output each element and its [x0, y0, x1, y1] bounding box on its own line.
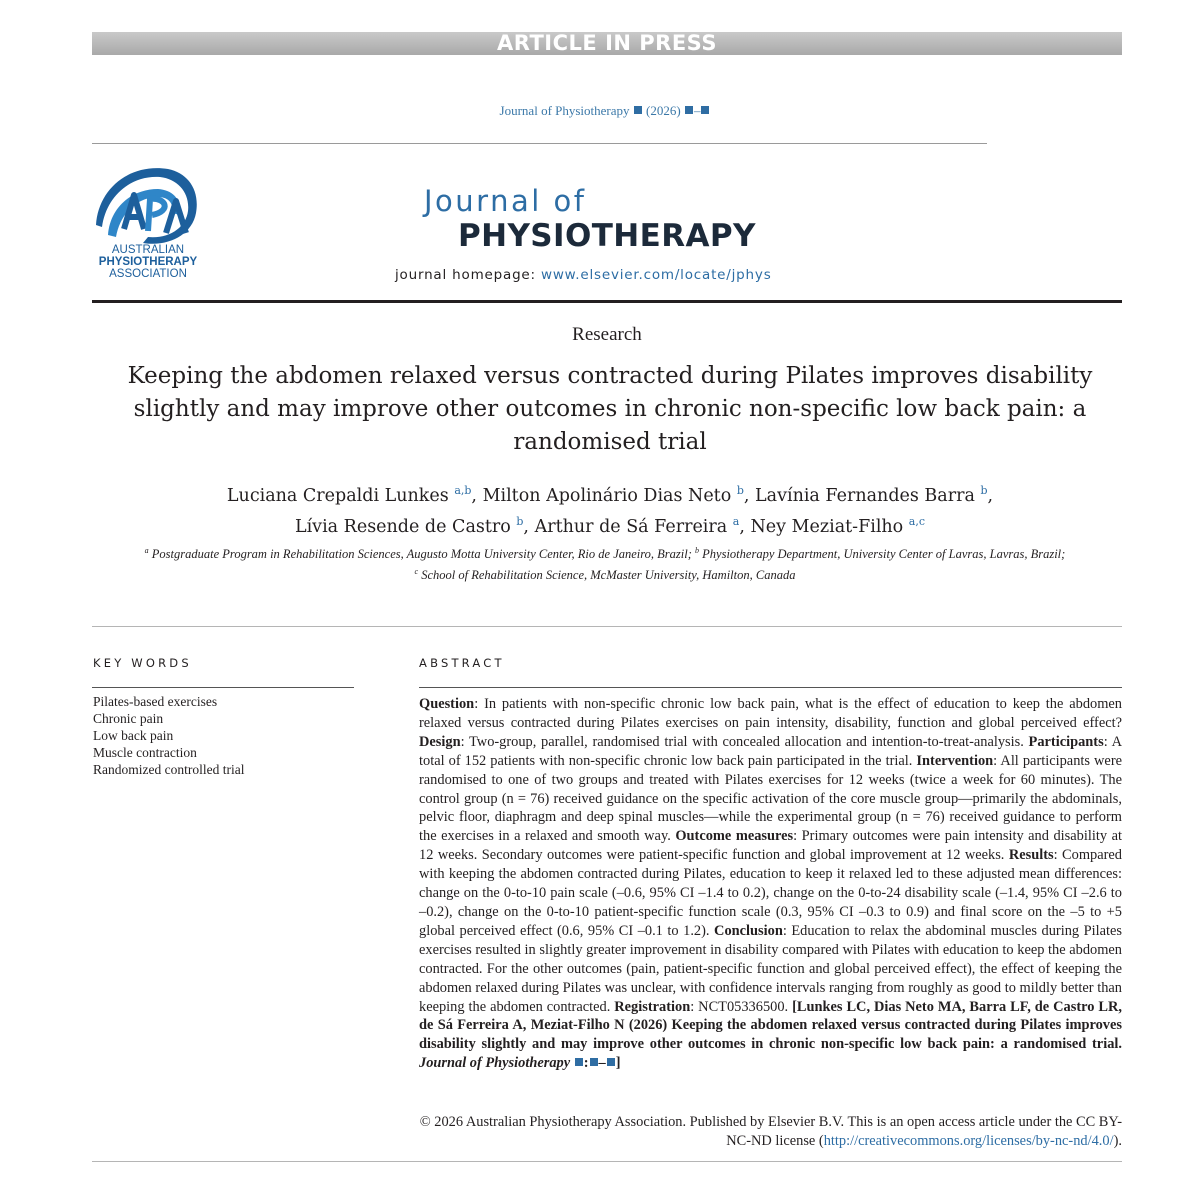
abstract-intervention: : All participants were randomised to one of two groups and treated with Pilates exercises for 12 weeks (twice a week for 60 minutes). The control group (n = 76) received guidance on the specific activation of the core muscle group—primarily the abdominals, pelvic floor, diaphragm and deep spinal muscles—while the experimental group (n = 76) received guidance to perform the exercises in a relaxed and smooth way. [419, 752, 1122, 845]
abstract-registration: : NCT05336500. [690, 998, 793, 1015]
keyword: Muscle contraction [93, 745, 197, 760]
author: Arthur de Sá Ferreira [534, 516, 728, 537]
keyword: Randomized controlled trial [93, 762, 245, 777]
abstract-question: : In patients with non-specific chronic low back pain, what is the effect of education to keep the abdomen relaxed versus contracted during Pilates exercises on pain intensity, disability, function and global perceived effect? [419, 696, 1122, 731]
abstract-participants-label: Participants [1028, 733, 1104, 750]
copyright-text: © 2026 Australian Physiotherapy Association. Published by Elsevier B.V. This is an open access article under the CC BY-NC-ND license ( [419, 1114, 1122, 1149]
masthead-rule [92, 300, 1122, 303]
keyword: Pilates-based exercises [93, 694, 218, 709]
homepage-link[interactable]: www.elsevier.com/locate/jphys [540, 267, 772, 283]
page-end-placeholder-icon [607, 1058, 615, 1066]
logo-line-1: AUSTRALIAN [111, 244, 185, 256]
article-title: Keeping the abdomen relaxed versus contracted during Pilates improves disability slightly and may improve other outcomes in chronic non-specific low back pain: a randomised trial [127, 363, 1093, 455]
apa-logo-text [90, 244, 206, 280]
author: Ney Meziat-Filho [750, 516, 904, 537]
author: Milton Apolinário Dias Neto [482, 485, 732, 506]
citation-end: ] [615, 1055, 621, 1072]
affiliation-mark: c [414, 567, 419, 577]
keywords-list [93, 693, 244, 778]
citation-text: [Lunkes LC, Dias Neto MA, Barra LF, de Castro LR, de Sá Ferreira A, Meziat-Filho N (2026) Keeping the abdomen relaxed versus contracted during Pilates improves disability slightly and may improve other outcomes in chronic non-specific low back pain: a randomised trial. [419, 998, 1123, 1053]
abstract-rule [419, 687, 1122, 688]
citation-journal: Journal of Physiotherapy [419, 1055, 571, 1072]
affiliation: Physiotherapy Department, University Center of Lavras, Lavras, Brazil; [702, 547, 1066, 562]
author-affiliation-mark[interactable]: a,c [908, 514, 926, 528]
affiliations [90, 542, 1120, 584]
abstract-conclusion-label: Conclusion [714, 922, 783, 939]
copyright-notice [419, 1113, 1122, 1151]
author: Lívia Resende de Castro [294, 516, 511, 537]
front-matter-rule [92, 626, 1122, 627]
abstract-citation: [Lunkes LC, Dias Neto MA, Barra LF, de Castro LR, de Sá Ferreira A, Meziat-Filho N (2026) Keeping the abdomen relaxed versus contracted during Pilates improves disability slightly and may improve other outcomes in chronic non-specific low back pain: a randomised trial. Journal of Physiotherapy : – ] [419, 998, 1123, 1072]
logo-line-3: ASSOCIATION [109, 268, 187, 280]
journal-homepage [395, 267, 772, 283]
abstract-outcomes: : Primary outcomes were pain intensity and disability at 12 weeks. Secondary outcomes were patient-specific function and global improvement at 12 weeks. [419, 828, 1122, 864]
author-affiliation-mark[interactable]: b [516, 514, 524, 528]
abstract-design: : Two-group, parallel, randomised trial with concealed allocation and intention-to-treat-analysis. [460, 733, 1029, 750]
article-in-press-banner: ARTICLE IN PRESS [92, 32, 1122, 55]
logo-line-2: PHYSIOTHERAPY [98, 256, 198, 268]
affiliation: Postgraduate Program in Rehabilitation Sciences, Augusto Motta University Center, Rio de Janeiro, Brazil; [151, 547, 692, 562]
abstract-participants: : A total of 152 patients with non-specific chronic low back pain participated in the trial. [419, 733, 1122, 769]
author-list: Luciana Crepaldi Lunkes $^{a,b}$, Milton Apolinário Dias Neto $^b$, Lavínia Fernandes Barra $^b$, Lívia Resende de Castro $^b$, Arthur de Sá Ferreira $^a$, Ney Meziat-Filho $^{a,c}$ [226, 484, 994, 537]
abstract-results-label: Results [1008, 847, 1054, 864]
abstract-outcomes-label: Outcome measures [675, 828, 794, 845]
volume-placeholder-icon [634, 106, 642, 114]
page-start-placeholder-icon [685, 106, 693, 114]
homepage-label: journal homepage: [395, 267, 536, 283]
author-affiliation-mark[interactable]: a,b [454, 484, 472, 497]
page-start-placeholder-icon [590, 1058, 598, 1066]
affiliation-mark: a [144, 546, 149, 555]
author: Lavínia Fernandes Barra [755, 485, 975, 506]
masthead-physiotherapy: PHYSIOTHERAPY [458, 218, 756, 254]
affiliation-mark: b [695, 546, 700, 555]
journal-name: Journal of Physiotherapy [499, 103, 630, 118]
volume-placeholder-icon [575, 1058, 583, 1066]
keyword: Low back pain [93, 728, 174, 743]
copyright-end: ). [1113, 1132, 1122, 1149]
page-end-placeholder-icon [701, 106, 709, 114]
article-section: Research [572, 324, 642, 345]
abstract-design-label: Design [419, 733, 461, 750]
abstract-body [419, 695, 1122, 1073]
header-rule [92, 143, 987, 144]
abstract-intervention-label: Intervention [916, 752, 994, 769]
author: Luciana Crepaldi Lunkes [226, 485, 449, 506]
abstract-conclusion: : Education to relax the abdominal muscles during Pilates exercises resulted in slightly greater improvement in disability compared with Pilates with education to keep the abdomen contracted. For the other outcomes (pain, patient-specific function and global perceived effect), the effect of keeping the abdomen relaxed during Pilates was unclear, with confidence intervals ranging from roughly as good to mildly better than keeping the abdomen contracted. [419, 922, 1122, 1015]
affiliation: School of Rehabilitation Science, McMaster University, Hamilton, Canada [421, 568, 796, 583]
masthead-journal-of: Journal of [424, 184, 587, 218]
license-link[interactable]: http://creativecommons.org/licenses/by-nc-nd/4.0/ [823, 1132, 1114, 1149]
abstract-registration-label: Registration [614, 998, 691, 1015]
journal-citation-header [0, 103, 1200, 119]
keyword: Chronic pain [93, 711, 164, 726]
abstract-heading: ABSTRACT [419, 656, 505, 670]
keywords-rule [92, 687, 354, 688]
author-affiliation-mark[interactable]: b [736, 484, 744, 497]
page-dash: – [693, 103, 701, 118]
journal-year: (2026) [646, 103, 681, 118]
keywords-heading: KEY WORDS [93, 656, 192, 670]
abstract-question-label: Question [419, 696, 475, 712]
author-affiliation-mark[interactable]: b [980, 484, 988, 497]
footer-rule [92, 1161, 1122, 1162]
abstract-results: : Compared with keeping the abdomen contracted during Pilates, education to keep it relaxed led to these adjusted mean differences: change on the 0-to-10 pain scale (–0.6, 95% CI –1.4 to 0.2), change on the 0-to-24 disability scale (–1.4, 95% CI –2.6 to –0.2), change on the 0-to-10 patient-specific function scale (0.3, 95% CI –0.3 to 0.9) and final score on the –5 to +5 global perceived effect (0.6, 95% CI –0.1 to 1.2). [419, 847, 1122, 939]
author-affiliation-mark[interactable]: a [732, 514, 740, 528]
